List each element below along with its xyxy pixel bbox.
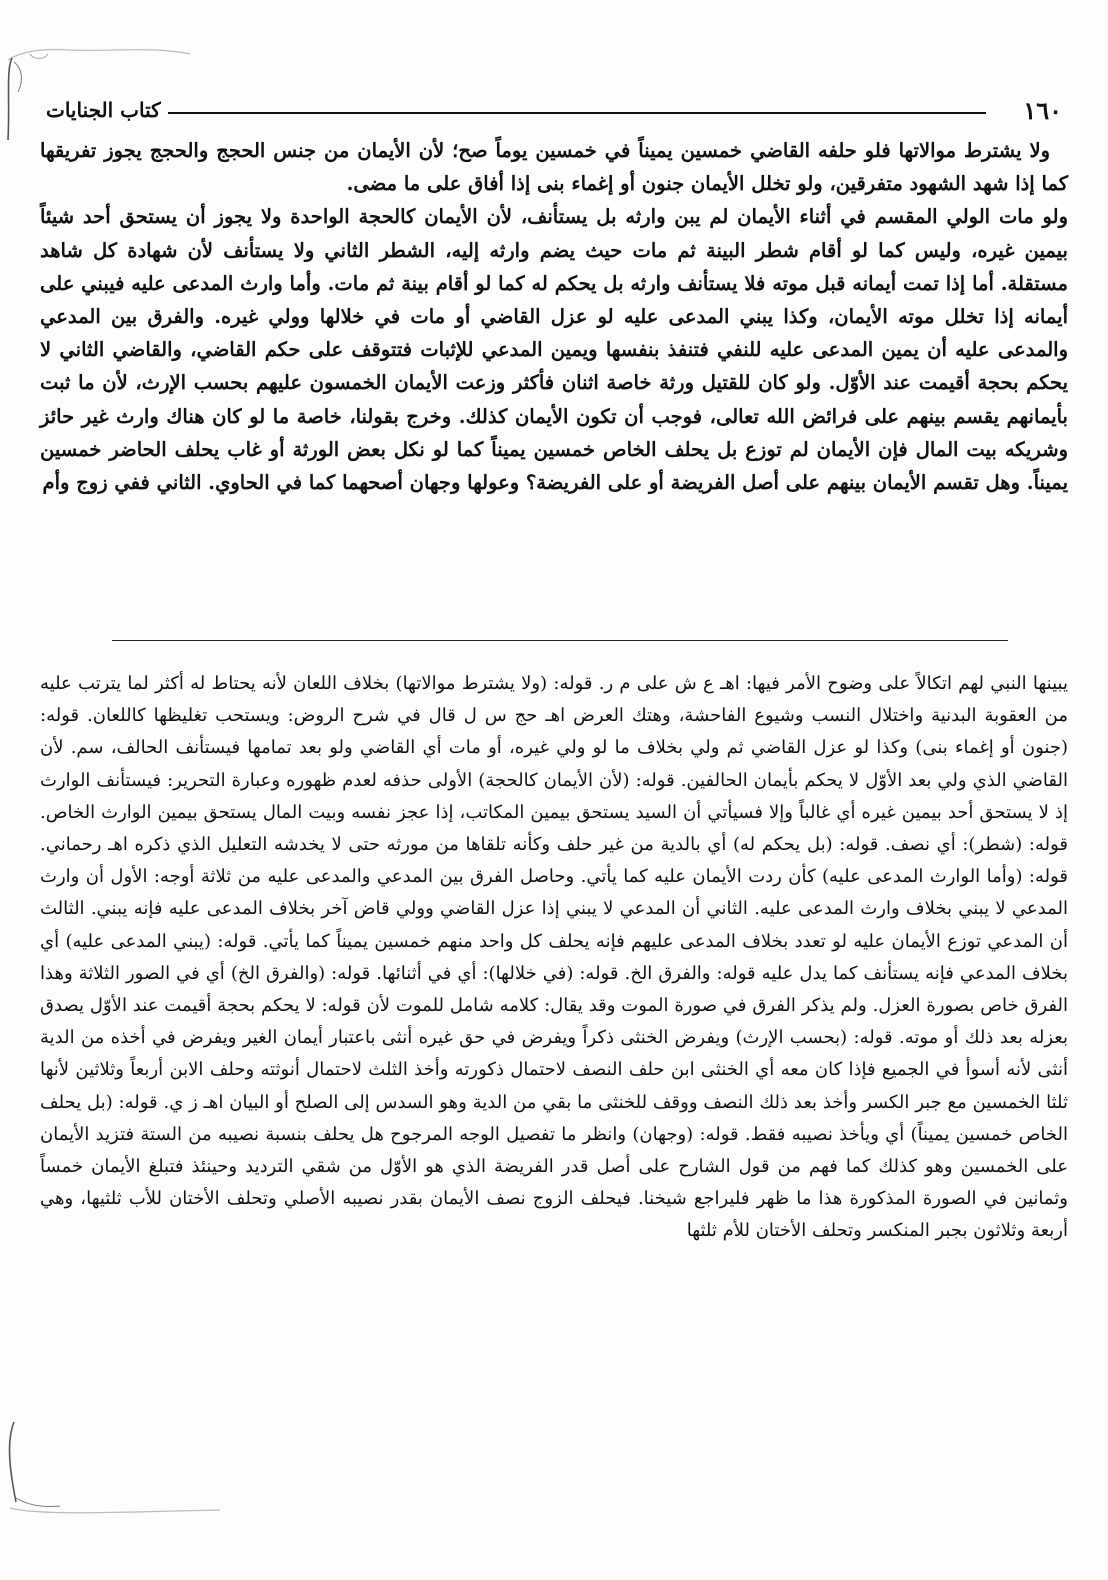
main-paragraph: ولا يشترط موالاتها فلو حلفه القاضي خمسين يميناً في خمسين يوماً صح؛ لأن الأيمان من جنس الحجج والحجج يجوز تفريقها كما إذا شهد الشهود متفرقين، ولو تخلل الأيمان جنون أو إغماء بنى إذا أفاق على ما مضى. [40,139,1068,196]
main-paragraph: ولو مات الولي المقسم في أثناء الأيمان لم يبن وارثه بل يستأنف، لأن الأيمان كالحجة الواحدة ولا يجوز أن يستحق أحد شيئاً بيمين غيره، وليس كما لو أقام شطر البينة ثم مات حيث يضم وارثه إليه، الشطر الثاني ولا يستأنف لأن شهادة كل شاهد مستقلة. أما إذا تمت أيمانه قبل موته فلا يستأنف وارثه بل يحكم له كما لو أقام بينة ثم مات. وأما وارث المدعى عليه فيبني على أيمانه إذا تخلل موته الأيمان، وكذا يبني المدعى عليه لو عزل القاضي أو مات في خلالها وولي غيره. والفرق بين المدعي والمدعى عليه أن يمين المدعى عليه للنفي فتنفذ بنفسها ويمين المدعي للإثبات فتتوقف على حكم القاضي، والقاضي الثاني لا يحكم بحجة أقيمت عند الأوّل. ولو كان للقتيل ورثة خاصة اثنان فأكثر وزعت الأيمان الخمسون عليهم بحسب الإرث، لأن ما ثبت بأيمانهم يقسم بينهم على فرائض الله تعالى، فوجب أن تكون الأيمان كذلك. وخرج بقولنا، خاصة ما لو كان هناك وارث غير حائز وشريكه بيت المال فإن الأيمان لم توزع بل يحلف الخاص خمسين يميناً كما لو نكل بعض الورثة أو غاب يحلف الحاضر خمسين يميناً. وهل تقسم الأيمان بينهم على أصل الفريضة أو على الفريضة؟ وعولها وجهان أصحهما كما في الحاوي. الثاني ففي زوج وأم [40,205,1068,495]
book-title: كتاب الجنايات [46,98,161,122]
page-number: ١٦٠ [1023,96,1062,125]
footnote-separator [112,640,1008,641]
commentary-paragraph: يبينها النبي لهم اتكالاً على وضوح الأمر فيها: اهـ ع ش على م ر. قوله: (ولا يشترط موالاتها) بخلاف اللعان لأنه يحتاط له أكثر لما يترتب عليه من العقوبة البدنية واختلال النسب وشيوع الفاحشة، وهتك العرض اهـ حج س ل قال في شرح الروض: ويستحب تغليظها كاللعان. قوله: (جنون أو إغماء بنى) وكذا لو عزل القاضي ثم ولي بخلاف ما لو ولي غيره، أو مات أي القاضي ولو بعد تمامها فيستأنف الحالف، سم. لأن القاضي الذي ولي بعد الأوّل لا يحكم بأيمان الحالفين. قوله: (لأن الأيمان كالحجة) الأولى حذفه لعدم ظهوره وعبارة التحرير: فيستأنف الوارث إذ لا يستحق أحد بيمين غيره أي غالباً وإلا فسيأتي أن السيد يستحق بيمين المكاتب، إذا عجز نفسه وبيت المال يستحق بيمين الوارث الخاص. قوله: (شطر): أي نصف. قوله: (بل يحكم له) أي بالدية من غير حلف وكأنه تلقاها من مورثه حتى لا يخدشه التعليل الذي ذكره اهـ رحماني. قوله: (وأما الوارث المدعى عليه) كأن ردت الأيمان عليه كما يأتي. وحاصل الفرق بين المدعي والمدعى عليه من ثلاثة أوجه: الأول أن وارث المدعي لا يبني بخلاف وارث المدعى عليه. الثاني أن المدعي لا يبني إذا عزل القاضي وولي قاض آخر بخلاف المدعى عليه فإنه يبني. الثالث أن المدعي توزع الأيمان عليه لو تعدد بخلاف المدعى عليهم فإنه يحلف كل واحد منهم خمسين يميناً كما يأتي. قوله: (يبني المدعى عليه) أي بخلاف المدعي فإنه يستأنف كما يدل عليه قوله: والفرق الخ. قوله: (في خلالها): أي في أثنائها. قوله: (والفرق الخ) أي في الصور الثلاثة وهذا الفرق خاص بصورة العزل. ولم يذكر الفرق في صورة الموت وقد يقال: كلامه شامل للموت لأن قوله: لا يحكم بحجة أقيمت عند الأوّل يصدق بعزله بعد ذلك أو موته. قوله: (بحسب الإرث) ويفرض الخنثى ذكراً ويفرض في حق غيره أنثى باعتبار أيمان الغير ويفرض في أخذه من الدية أنثى لأنه أسوأ في الجميع فإذا كان معه أي الخنثى ابن حلف النصف لاحتمال ذكورته وأخذ الثلث لاحتمال أنوثته وحلف الابن أربعاً وثلاثين لأنها ثلثا الخمسين مع جبر الكسر وأخذ بعد ذلك النصف ووقف للخنثى ما بقي من الدية وهو السدس إلى الصلح أو البيان اهـ ز ي. قوله: (بل يحلف الخاص خمسين يميناً) أي ويأخذ نصيبه فقط. قوله: (وجهان) وانظر ما تفصيل الوجه المرجوح هل يحلف بنسبة نصيبه من الستة فتزيد الأيمان على الخمسين وهو كذلك كما فهم من قول الشارح على أصل قدر الفريضة الذي هو الأوّل من شقي الترديد وحينئذ فتبلغ الأيمان خمساً وثمانين في الصورة المذكورة هذا ما ظهر فليراجع شيخنا. فيحلف الزوج نصف الأيمان بقدر نصيبه الأصلي وتحلف الأختان للأب ثلثيها، وهي أربعة وثلاثون بجبر المنكسر وتحلف الأختان للأم ثلثها [40,673,1069,1242]
page-header [40,96,1068,130]
main-text [40,134,1068,499]
margin-ornament-bottom [0,1412,300,1542]
header-rule [168,112,986,114]
commentary-text [40,668,1068,1248]
